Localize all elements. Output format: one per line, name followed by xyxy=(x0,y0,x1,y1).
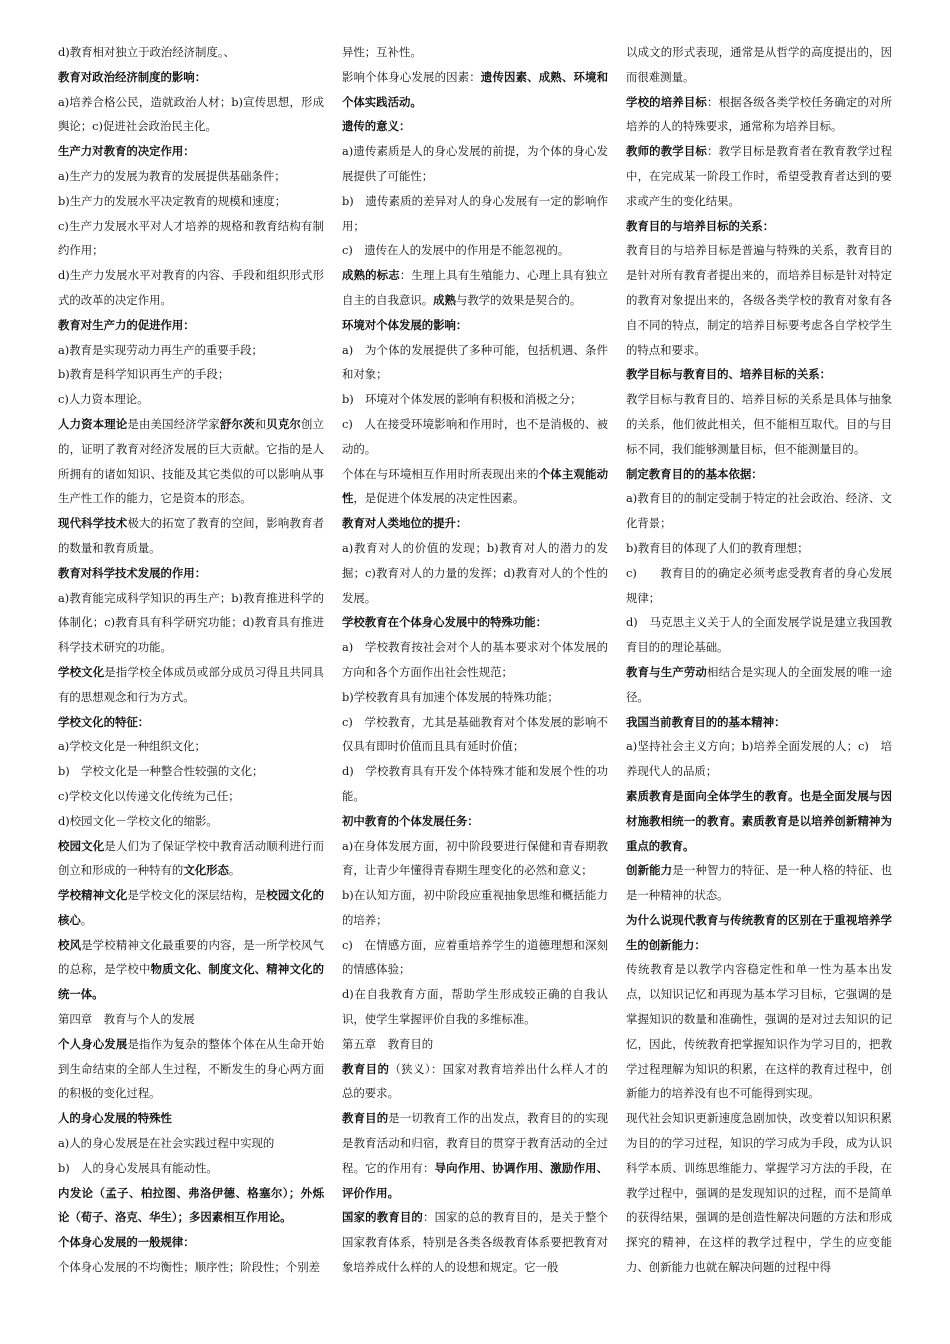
paragraph xyxy=(626,734,892,784)
paragraph xyxy=(58,734,324,759)
text-run: 现代社会知识更新速度急剧加快，改变着以知识积累为目的的学习过程，知识的学习成为手段，成为认识科学本质、训练思维能力、掌握学习方法的手段，在教学过程中，强调的是发现知识的过程，而不是简单的获得结果，强调的是创造性解决问题的方法和形成探究的精神，在这样的教学过程中，学生的应变能力、创新能力也就在解决问题的过程中得 xyxy=(626,1111,892,1275)
text-run: 遗传的意义： xyxy=(342,119,411,134)
text-run: a)生产力的发展为教育的发展提供基础条件； xyxy=(58,168,286,183)
text-run: 素质教育是面向全体学生的教育。也是全面发展与因材施教相统一的教育。素质教育是以培养创新精神为重点的教育。 xyxy=(626,788,892,853)
text-run: 是学校文化的深层结构，是 xyxy=(127,888,267,903)
bold-term: 教育目的 xyxy=(342,1061,390,1076)
text-run: 异性；互补性。 xyxy=(342,45,422,59)
paragraph xyxy=(58,1032,324,1106)
bold-term: 舒尔茨 xyxy=(219,416,255,431)
paragraph xyxy=(626,660,892,710)
text-run: b) 遗传素质的差异对人的身心发展有一定的影响作用； xyxy=(342,193,608,233)
text-run: 是指作为复杂的整体个体在从生命开始到生命结束的全部人生过程，不断发生的身心两方面的积极的变化过程。 xyxy=(58,1036,324,1101)
paragraph xyxy=(58,1255,324,1280)
section-heading xyxy=(58,1106,324,1131)
text-run: d)校园文化－学校文化的缩影。 xyxy=(58,813,218,828)
bold-term: 学校文化 xyxy=(58,664,105,679)
text-run: a)教育对人的价值的发现；b)教育对人的潜力的发掘；c)教育对人的力量的发挥；d)教育对人的个性的发展。 xyxy=(342,540,608,605)
section-heading xyxy=(626,908,892,958)
bold-term: 成熟的标志 xyxy=(342,268,400,283)
text-run: 教育目的与培养目标的关系： xyxy=(626,218,775,233)
text-run: 环境对个体发展的影响： xyxy=(342,317,468,332)
paragraph xyxy=(58,214,324,264)
text-run: c)学校文化以传递文化传统为己任； xyxy=(58,788,240,803)
text-run: b) 人的身心发展具有能动性。 xyxy=(58,1160,218,1175)
paragraph xyxy=(342,982,608,1032)
section-heading xyxy=(58,1230,324,1255)
paragraph xyxy=(58,784,324,809)
paragraph xyxy=(58,362,324,387)
text-run: ：生理上具有生殖能力、心理上具有独立自主的自我意识。 xyxy=(342,268,608,307)
paragraph xyxy=(342,65,608,115)
text-run: b) 环境对个体发展的影响有积极和消极之分； xyxy=(342,392,582,407)
text-run: 创立的，证明了教育对经济发展的巨大贡献。它指的是人所拥有的诸如知识、技能及其它类似的可以影响从事生产性工作的能力，它是资本的形态。 xyxy=(58,416,324,506)
text-run: b)在认知方面，初中阶段应重视抽象思维和概括能力的培养； xyxy=(342,888,608,927)
paragraph xyxy=(342,462,608,512)
paragraph xyxy=(342,834,608,884)
text-run: 个体在与环境相互作用时所表现出来的 xyxy=(342,466,539,481)
text-run: 内发论（孟子、柏拉图、弗洛伊德、格塞尔）；外烁论（荀子、洛克、华生）；多因素相互作用论。 xyxy=(58,1185,324,1225)
text-run: c) 学校教育，尤其是基础教育对个体发展的影响不仅具有即时价值而且具有延时价值； xyxy=(342,714,608,754)
text-run: 为什么说现代教育与传统教育的区别在于重视培养学生的创新能力： xyxy=(626,912,892,952)
paragraph xyxy=(626,238,892,362)
paragraph xyxy=(626,1106,892,1280)
bold-term: 个体主观能动性 xyxy=(342,466,608,506)
column-1 xyxy=(58,40,324,1280)
column-3 xyxy=(626,40,892,1280)
section-heading xyxy=(626,362,892,387)
text-run: a)教育是实现劳动力再生产的重要手段； xyxy=(58,342,263,357)
paragraph xyxy=(58,1156,324,1181)
text-run: a) 为个体的发展提供了多种可能，包括机遇、条件和对象； xyxy=(342,342,608,382)
paragraph xyxy=(58,164,324,189)
paragraph xyxy=(342,1032,608,1057)
paragraph xyxy=(58,189,324,214)
text-run: c) 人在接受环境影响和作用时，也不是消极的、被动的。 xyxy=(342,416,608,456)
text-run: 学校教育在个体身心发展中的特殊功能： xyxy=(342,615,548,630)
bold-term: 学校的培养目标 xyxy=(626,94,708,109)
text-run: 与教学的效果是契合的。 xyxy=(455,292,582,307)
text-run: d)教育相对独立于政治经济制度。、 xyxy=(58,45,235,59)
paragraph xyxy=(626,40,892,90)
text-run: a)教育目的的制定受制于特定的社会政治、经济、文化背景； xyxy=(626,491,892,531)
text-run: b)教育是科学知识再生产的手段； xyxy=(58,367,230,382)
text-run: 个体身心发展的一般规律： xyxy=(58,1235,195,1250)
text-run: a)在身体发展方面，初中阶段要进行保健和青春期教育，让青少年懂得青春期生理变化的必然和意义； xyxy=(342,838,608,878)
text-run: a)遗传素质是人的身心发展的前提，为个体的身心发展提供了可能性； xyxy=(342,144,608,183)
text-run: 初中教育的个体发展任务： xyxy=(342,813,479,828)
bold-term: 文化形态 xyxy=(183,863,229,878)
paragraph xyxy=(58,338,324,363)
text-run: 个体身心发展的不均衡性；顺序性；阶段性；个别差 xyxy=(58,1260,320,1275)
paragraph xyxy=(626,387,892,461)
paragraph xyxy=(626,536,892,561)
section-heading xyxy=(626,710,892,735)
section-heading xyxy=(626,462,892,487)
text-run: 。 xyxy=(80,912,93,927)
text-run: 。 xyxy=(228,863,241,878)
bold-term: 校风 xyxy=(58,937,82,952)
text-run: 是学校精神文化最重要的内容，是一所学校风气的总称，是学校中 xyxy=(58,937,324,977)
text-run: a)学校文化是一种组织文化； xyxy=(58,739,206,754)
text-run: c) 教育目的的确定必须考虑受教育者的身心发展规律； xyxy=(626,565,892,605)
text-run: 是由美国经济学家 xyxy=(127,416,220,431)
section-heading xyxy=(626,214,892,239)
bold-term: 国家的教育目的 xyxy=(342,1210,424,1225)
text-run: 教学目标与教育目的、培养目标的关系是具体与抽象的关系，他们彼此相关，但不能相互取代。目的与目标不同，我们能够测量目标，但不能测量目的。 xyxy=(626,392,892,456)
text-run: a)坚持社会主义方向；b)培养全面发展的人；c) 培养现代人的品质； xyxy=(626,739,892,779)
text-run: 人的身心发展的特殊性 xyxy=(58,1111,172,1126)
text-run: d) 马克思主义关于人的全面发展学说是建立我国教育目的的理论基础。 xyxy=(626,615,892,655)
text-run: 教育对生产力的促进作用： xyxy=(58,317,195,332)
text-run: ，是促进个体发展的决定性因素。 xyxy=(353,491,525,506)
paragraph xyxy=(58,1131,324,1156)
text-run: 我国当前教育目的的基本精神： xyxy=(626,714,786,729)
paragraph xyxy=(342,710,608,760)
text-run: a)人的身心发展是在社会实践过程中实现的 xyxy=(58,1136,275,1151)
text-run: b)生产力的发展水平决定教育的规模和速度； xyxy=(58,193,287,208)
bold-term: 校园文化的核心 xyxy=(58,888,324,927)
section-heading xyxy=(626,784,892,858)
paragraph xyxy=(342,263,608,313)
paragraph xyxy=(58,933,324,1007)
section-heading xyxy=(58,65,324,90)
section-heading xyxy=(342,511,608,536)
text-run: 影响个体身心发展的因素： xyxy=(342,69,481,84)
section-heading xyxy=(342,114,608,139)
text-run: 以成文的形式表现，通常是从哲学的高度提出的，因而很难测量。 xyxy=(626,45,892,84)
bold-term: 个人身心发展 xyxy=(58,1036,128,1051)
paragraph xyxy=(58,387,324,412)
paragraph xyxy=(626,561,892,611)
text-run: d)在自我教育方面，帮助学生形成较正确的自我认识，使学生掌握评价自我的多维标准。 xyxy=(342,987,608,1027)
text-run: 第五章 教育目的 xyxy=(342,1036,434,1051)
section-heading xyxy=(342,610,608,635)
paragraph xyxy=(342,387,608,412)
text-run: 教育目的与培养目标是普遍与特殊的关系，教育目的是针对所有教育者提出来的，而培养目标是针对特定的教育对象提出来的，各级各类学校的教育对象有各自不同的特点，制定的培养目标要考虑各自学校学生的特点和要求。 xyxy=(626,243,892,357)
section-heading xyxy=(58,710,324,735)
text-run: 第四章 教育与个人的发展 xyxy=(58,1012,195,1027)
paragraph xyxy=(58,1007,324,1032)
bold-term: 人力资本理论 xyxy=(58,416,128,431)
paragraph xyxy=(626,139,892,213)
paragraph xyxy=(58,263,324,313)
text-run: a)教育能完成科学知识的再生产；b)教育推进科学的体制化；c)教育具有科学研究功能；d)教育具有推进科学技术研究的功能。 xyxy=(58,590,324,655)
bold-term: 创新能力 xyxy=(626,863,673,878)
text-run: 学校文化的特征： xyxy=(58,714,150,729)
bold-term: 教育与生产劳动 xyxy=(626,664,708,679)
paragraph xyxy=(342,536,608,610)
section-heading xyxy=(58,313,324,338)
section-heading xyxy=(342,809,608,834)
bold-term: 教育目的 xyxy=(342,1111,389,1126)
paragraph xyxy=(342,40,608,65)
text-run: 相结合是实现人的全面发展的唯一途径。 xyxy=(626,664,892,704)
text-run: c) 遗传在人的发展中的作用是不能忽视的。 xyxy=(342,243,570,258)
paragraph xyxy=(626,486,892,536)
paragraph xyxy=(342,1106,608,1205)
text-run: 是一切教育工作的出发点，教育目的的实现是教育活动和归宿，教育目的贯穿于教育活动的全过程。它的作用有： xyxy=(342,1111,608,1175)
text-run: b)教育目的体现了人们的教育理想； xyxy=(626,540,809,555)
text-run: c)生产力发展水平对人才培养的规格和教育结构有制约作用； xyxy=(58,218,324,258)
text-run: 制定教育目的的基本依据： xyxy=(626,466,763,481)
section-heading xyxy=(58,1181,324,1231)
paragraph xyxy=(58,834,324,884)
text-run: ：根据各级各类学校任务确定的对所培养的人的特殊要求，通常称为培养目标。 xyxy=(626,94,892,134)
paragraph xyxy=(58,412,324,511)
text-run: ：教学目标是教育者在教育教学过程中，在完成某一阶段工作时，希望受教育者达到的要求或产生的变化结果。 xyxy=(626,144,892,208)
bold-term: 现代科学技术 xyxy=(58,516,128,531)
paragraph xyxy=(626,610,892,660)
text-run: 和 xyxy=(254,416,267,431)
text-run: ：国家的总的教育目的，是关于整个国家教育体系，特别是各类各级教育体系要把教育对象培养成什么样的人的设想和规定。它一般 xyxy=(342,1210,608,1275)
text-run: 教学目标与教育目的、培养目标的关系： xyxy=(626,367,832,382)
paragraph xyxy=(58,809,324,834)
section-heading xyxy=(58,139,324,164)
paragraph xyxy=(342,933,608,983)
paragraph xyxy=(342,189,608,239)
section-heading xyxy=(58,561,324,586)
paragraph xyxy=(58,759,324,784)
bold-term: 学校精神文化 xyxy=(58,888,128,903)
bold-term: 遗传因素、成熟、环境和个体实践活动。 xyxy=(342,69,608,109)
text-run: 是人们为了保证学校中教育活动顺利进行而创立和形成的一种特有的 xyxy=(58,838,324,878)
text-run: b) 学校文化是一种整合性较强的文化； xyxy=(58,764,264,779)
text-run: d) 学校教育具有开发个体特殊才能和发展个性的功能。 xyxy=(342,764,608,803)
document-page xyxy=(50,40,902,1330)
paragraph xyxy=(58,883,324,933)
paragraph xyxy=(58,586,324,660)
paragraph xyxy=(58,40,324,65)
text-run: 教育对人类地位的提升： xyxy=(342,516,468,531)
paragraph xyxy=(342,1057,608,1107)
paragraph xyxy=(626,957,892,1106)
text-run: 是一种智力的特征、是一种人格的特征、也是一种精神的状态。 xyxy=(626,863,892,903)
text-run: 是指学校全体成员或部分成员习得且共同具有的思想观念和行为方式。 xyxy=(58,664,324,704)
paragraph xyxy=(58,660,324,710)
text-run: （狭义）：国家对教育培养出什么样人才的总的要求。 xyxy=(342,1061,608,1101)
bold-term: 校园文化 xyxy=(58,838,105,853)
paragraph xyxy=(342,1205,608,1279)
text-run: 生产力对教育的决定作用： xyxy=(58,144,195,159)
section-heading xyxy=(342,313,608,338)
bold-term: 导向作用、协调作用、激励作用、评价作用。 xyxy=(342,1160,608,1200)
text-run: a) 学校教育按社会对个人的基本要求对个体发展的方向和各个方面作出社会性规范； xyxy=(342,640,608,679)
text-run: d)生产力发展水平对教育的内容、手段和组织形式形式的改革的决定作用。 xyxy=(58,268,324,307)
paragraph xyxy=(342,338,608,388)
bold-term: 贝克尔 xyxy=(266,416,301,431)
paragraph xyxy=(342,238,608,263)
text-run: 传统教育是以教学内容稳定性和单一性为基本出发点，以知识记忆和再现为基本学习目标，它强调的是掌握知识的数量和准确性，强调的是对过去知识的记忆，因此，传统教育把掌握知识作为学习目的，把教学过程理解为知识的积累，在这样的教育过程中，创新能力的培养没有也不可能得到实现。 xyxy=(626,962,892,1101)
paragraph xyxy=(626,858,892,908)
paragraph xyxy=(342,759,608,809)
paragraph xyxy=(58,90,324,140)
paragraph xyxy=(342,685,608,710)
column-2 xyxy=(342,40,608,1280)
text-run: 极大的拓宽了教育的空间，影响教育者的数量和教育质量。 xyxy=(58,516,324,555)
paragraph xyxy=(58,511,324,561)
text-run: c) 在情感方面，应着重培养学生的道德理想和深刻的情感体验； xyxy=(342,937,608,977)
text-run: c)人力资本理论。 xyxy=(58,392,149,407)
text-run: 教育对政治经济制度的影响： xyxy=(58,69,207,84)
bold-term: 物质文化、制度文化、精神文化的统一体。 xyxy=(58,962,324,1002)
paragraph xyxy=(342,883,608,933)
text-run: b)学校教育具有加速个体发展的特殊功能； xyxy=(342,689,559,704)
paragraph xyxy=(626,90,892,140)
paragraph xyxy=(342,412,608,462)
text-run: 教育对科学技术发展的作用： xyxy=(58,565,207,580)
text-run: a)培养合格公民，造就政治人材；b)宣传思想，形成舆论；c)促进社会政治民主化。 xyxy=(58,94,324,134)
paragraph xyxy=(342,139,608,189)
bold-term: 教师的教学目标 xyxy=(626,144,708,159)
paragraph xyxy=(342,635,608,685)
bold-term: 成熟 xyxy=(433,292,456,307)
